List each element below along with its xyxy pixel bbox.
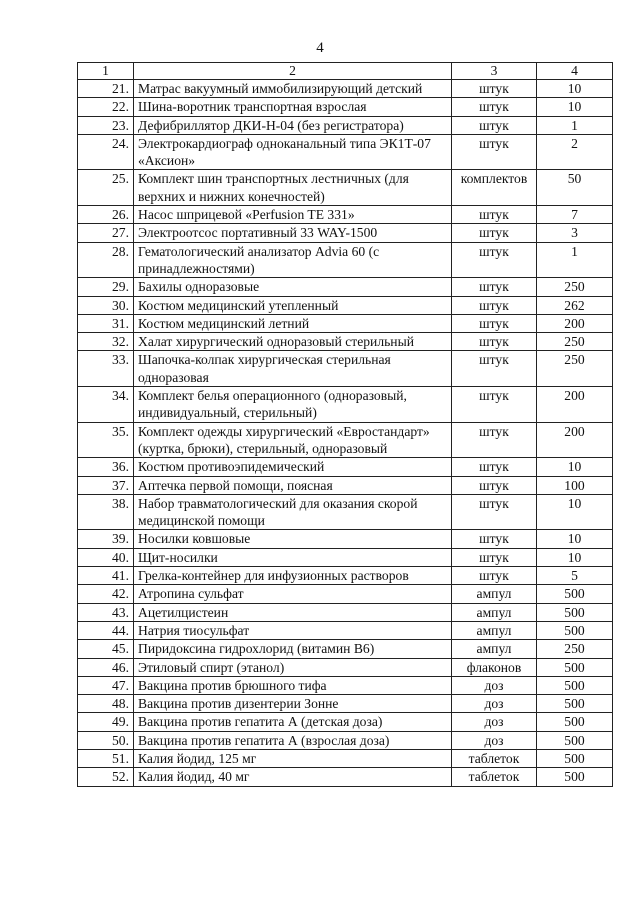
item-quantity: 250	[537, 278, 613, 296]
items-table	[77, 62, 613, 787]
row-number: 29.	[78, 278, 134, 296]
row-number: 21.	[78, 80, 134, 98]
table-row	[78, 749, 613, 767]
item-name: Дефибриллятор ДКИ-Н-04 (без регистратора)	[134, 116, 452, 134]
item-quantity: 10	[537, 548, 613, 566]
item-quantity: 262	[537, 296, 613, 314]
item-unit: штук	[452, 116, 537, 134]
table-row	[78, 476, 613, 494]
item-name: Пиридоксина гидрохлорид (витамин В6)	[134, 640, 452, 658]
item-name: Вакцина против гепатита А (взрослая доза)	[134, 731, 452, 749]
item-unit: флаконов	[452, 658, 537, 676]
item-name: Костюм противоэпидемический	[134, 458, 452, 476]
row-number: 50.	[78, 731, 134, 749]
table-row	[78, 603, 613, 621]
column-header-unit: 3	[452, 63, 537, 80]
item-quantity: 200	[537, 314, 613, 332]
row-number: 22.	[78, 98, 134, 116]
item-quantity: 250	[537, 333, 613, 351]
row-number: 27.	[78, 224, 134, 242]
table-row	[78, 640, 613, 658]
table-row	[78, 98, 613, 116]
item-name: Электроотсос портативный 33 WAY-1500	[134, 224, 452, 242]
row-number: 30.	[78, 296, 134, 314]
table-row	[78, 387, 613, 423]
item-name: Грелка-контейнер для инфузионных растворов	[134, 567, 452, 585]
item-unit: штук	[452, 333, 537, 351]
item-unit: доз	[452, 731, 537, 749]
item-name: Комплект шин транспортных лестничных (для верхних и нижних конечностей)	[134, 170, 452, 206]
item-name: Атропина сульфат	[134, 585, 452, 603]
item-quantity: 1	[537, 116, 613, 134]
item-unit: таблеток	[452, 749, 537, 767]
item-unit: таблеток	[452, 768, 537, 786]
row-number: 23.	[78, 116, 134, 134]
item-unit: штук	[452, 206, 537, 224]
column-header-quantity: 4	[537, 63, 613, 80]
item-quantity: 10	[537, 530, 613, 548]
item-quantity: 10	[537, 458, 613, 476]
item-name: Костюм медицинский летний	[134, 314, 452, 332]
item-name: Этиловый спирт (этанол)	[134, 658, 452, 676]
table-row	[78, 658, 613, 676]
item-unit: ампул	[452, 640, 537, 658]
item-name: Калия йодид, 40 мг	[134, 768, 452, 786]
item-name: Ацетилцистеин	[134, 603, 452, 621]
item-quantity: 500	[537, 621, 613, 639]
item-name: Матрас вакуумный иммобилизирующий детский	[134, 80, 452, 98]
item-unit: штук	[452, 314, 537, 332]
column-header-name: 2	[134, 63, 452, 80]
item-unit: доз	[452, 713, 537, 731]
table-row	[78, 116, 613, 134]
table-row	[78, 567, 613, 585]
row-number: 37.	[78, 476, 134, 494]
item-unit: штук	[452, 458, 537, 476]
item-quantity: 500	[537, 768, 613, 786]
table-row	[78, 242, 613, 278]
table-row	[78, 621, 613, 639]
item-name: Гематологический анализатор Advia 60 (с принадлежностями)	[134, 242, 452, 278]
item-quantity: 500	[537, 713, 613, 731]
item-quantity: 500	[537, 603, 613, 621]
item-name: Костюм медицинский утепленный	[134, 296, 452, 314]
item-unit: штук	[452, 387, 537, 423]
table-row	[78, 530, 613, 548]
item-name: Комплект белья операционного (одноразовый, индивидуальный, стерильный)	[134, 387, 452, 423]
row-number: 39.	[78, 530, 134, 548]
header-row	[78, 63, 613, 80]
item-quantity: 3	[537, 224, 613, 242]
item-unit: штук	[452, 80, 537, 98]
row-number: 31.	[78, 314, 134, 332]
item-quantity: 200	[537, 422, 613, 458]
row-number: 49.	[78, 713, 134, 731]
item-quantity: 7	[537, 206, 613, 224]
table-row	[78, 134, 613, 170]
table-row	[78, 170, 613, 206]
row-number: 51.	[78, 749, 134, 767]
item-name: Шапочка-колпак хирургическая стерильная одноразовая	[134, 351, 452, 387]
item-unit: доз	[452, 695, 537, 713]
row-number: 42.	[78, 585, 134, 603]
table-row	[78, 333, 613, 351]
row-number: 41.	[78, 567, 134, 585]
table-row	[78, 731, 613, 749]
row-number: 33.	[78, 351, 134, 387]
column-header-number: 1	[78, 63, 134, 80]
item-name: Электрокардиограф одноканальный типа ЭК1Т-07 «Аксион»	[134, 134, 452, 170]
item-unit: штук	[452, 242, 537, 278]
row-number: 36.	[78, 458, 134, 476]
row-number: 26.	[78, 206, 134, 224]
item-quantity: 250	[537, 351, 613, 387]
item-unit: штук	[452, 530, 537, 548]
item-quantity: 500	[537, 695, 613, 713]
table-row	[78, 296, 613, 314]
item-unit: штук	[452, 224, 537, 242]
item-name: Калия йодид, 125 мг	[134, 749, 452, 767]
row-number: 24.	[78, 134, 134, 170]
table-row	[78, 351, 613, 387]
item-name: Бахилы одноразовые	[134, 278, 452, 296]
item-quantity: 500	[537, 749, 613, 767]
item-quantity: 500	[537, 658, 613, 676]
item-unit: штук	[452, 548, 537, 566]
row-number: 48.	[78, 695, 134, 713]
table-row	[78, 422, 613, 458]
row-number: 45.	[78, 640, 134, 658]
row-number: 46.	[78, 658, 134, 676]
row-number: 47.	[78, 676, 134, 694]
table-row	[78, 278, 613, 296]
item-quantity: 10	[537, 494, 613, 530]
row-number: 38.	[78, 494, 134, 530]
table-row	[78, 80, 613, 98]
item-name: Комплект одежды хирургический «Евростандарт» (куртка, брюки), стерильный, одноразовый	[134, 422, 452, 458]
item-quantity: 500	[537, 585, 613, 603]
item-name: Вакцина против гепатита А (детская доза)	[134, 713, 452, 731]
item-quantity: 1	[537, 242, 613, 278]
item-unit: ампул	[452, 585, 537, 603]
item-name: Вакцина против брюшного тифа	[134, 676, 452, 694]
item-quantity: 50	[537, 170, 613, 206]
item-name: Насос шприцевой «Perfusion TE 331»	[134, 206, 452, 224]
row-number: 35.	[78, 422, 134, 458]
item-unit: штук	[452, 351, 537, 387]
item-unit: штук	[452, 476, 537, 494]
table-row	[78, 458, 613, 476]
page-number: 4	[316, 40, 324, 56]
item-quantity: 2	[537, 134, 613, 170]
item-quantity: 250	[537, 640, 613, 658]
table-body	[78, 80, 613, 787]
item-unit: штук	[452, 422, 537, 458]
table-row	[78, 713, 613, 731]
item-unit: ампул	[452, 621, 537, 639]
row-number: 44.	[78, 621, 134, 639]
item-unit: штук	[452, 296, 537, 314]
item-quantity: 100	[537, 476, 613, 494]
item-name: Халат хирургический одноразовый стерильный	[134, 333, 452, 351]
item-quantity: 5	[537, 567, 613, 585]
table-row	[78, 768, 613, 786]
item-quantity: 10	[537, 80, 613, 98]
item-name: Щит-носилки	[134, 548, 452, 566]
item-quantity: 500	[537, 676, 613, 694]
item-unit: штук	[452, 278, 537, 296]
item-unit: комплектов	[452, 170, 537, 206]
item-unit: штук	[452, 494, 537, 530]
item-unit: штук	[452, 134, 537, 170]
table-row	[78, 224, 613, 242]
table-row	[78, 314, 613, 332]
item-name: Вакцина против дизентерии Зонне	[134, 695, 452, 713]
table-row	[78, 585, 613, 603]
item-quantity: 200	[537, 387, 613, 423]
item-unit: доз	[452, 676, 537, 694]
item-quantity: 500	[537, 731, 613, 749]
item-name: Натрия тиосульфат	[134, 621, 452, 639]
table-row	[78, 676, 613, 694]
row-number: 40.	[78, 548, 134, 566]
item-name: Носилки ковшовые	[134, 530, 452, 548]
item-quantity: 10	[537, 98, 613, 116]
item-name: Набор травматологический для оказания скорой медицинской помощи	[134, 494, 452, 530]
row-number: 32.	[78, 333, 134, 351]
row-number: 25.	[78, 170, 134, 206]
item-unit: штук	[452, 567, 537, 585]
item-unit: штук	[452, 98, 537, 116]
table-row	[78, 206, 613, 224]
table-row	[78, 494, 613, 530]
table-row	[78, 695, 613, 713]
row-number: 34.	[78, 387, 134, 423]
row-number: 28.	[78, 242, 134, 278]
row-number: 52.	[78, 768, 134, 786]
item-unit: ампул	[452, 603, 537, 621]
item-name: Аптечка первой помощи, поясная	[134, 476, 452, 494]
item-name: Шина-воротник транспортная взрослая	[134, 98, 452, 116]
row-number: 43.	[78, 603, 134, 621]
table-row	[78, 548, 613, 566]
